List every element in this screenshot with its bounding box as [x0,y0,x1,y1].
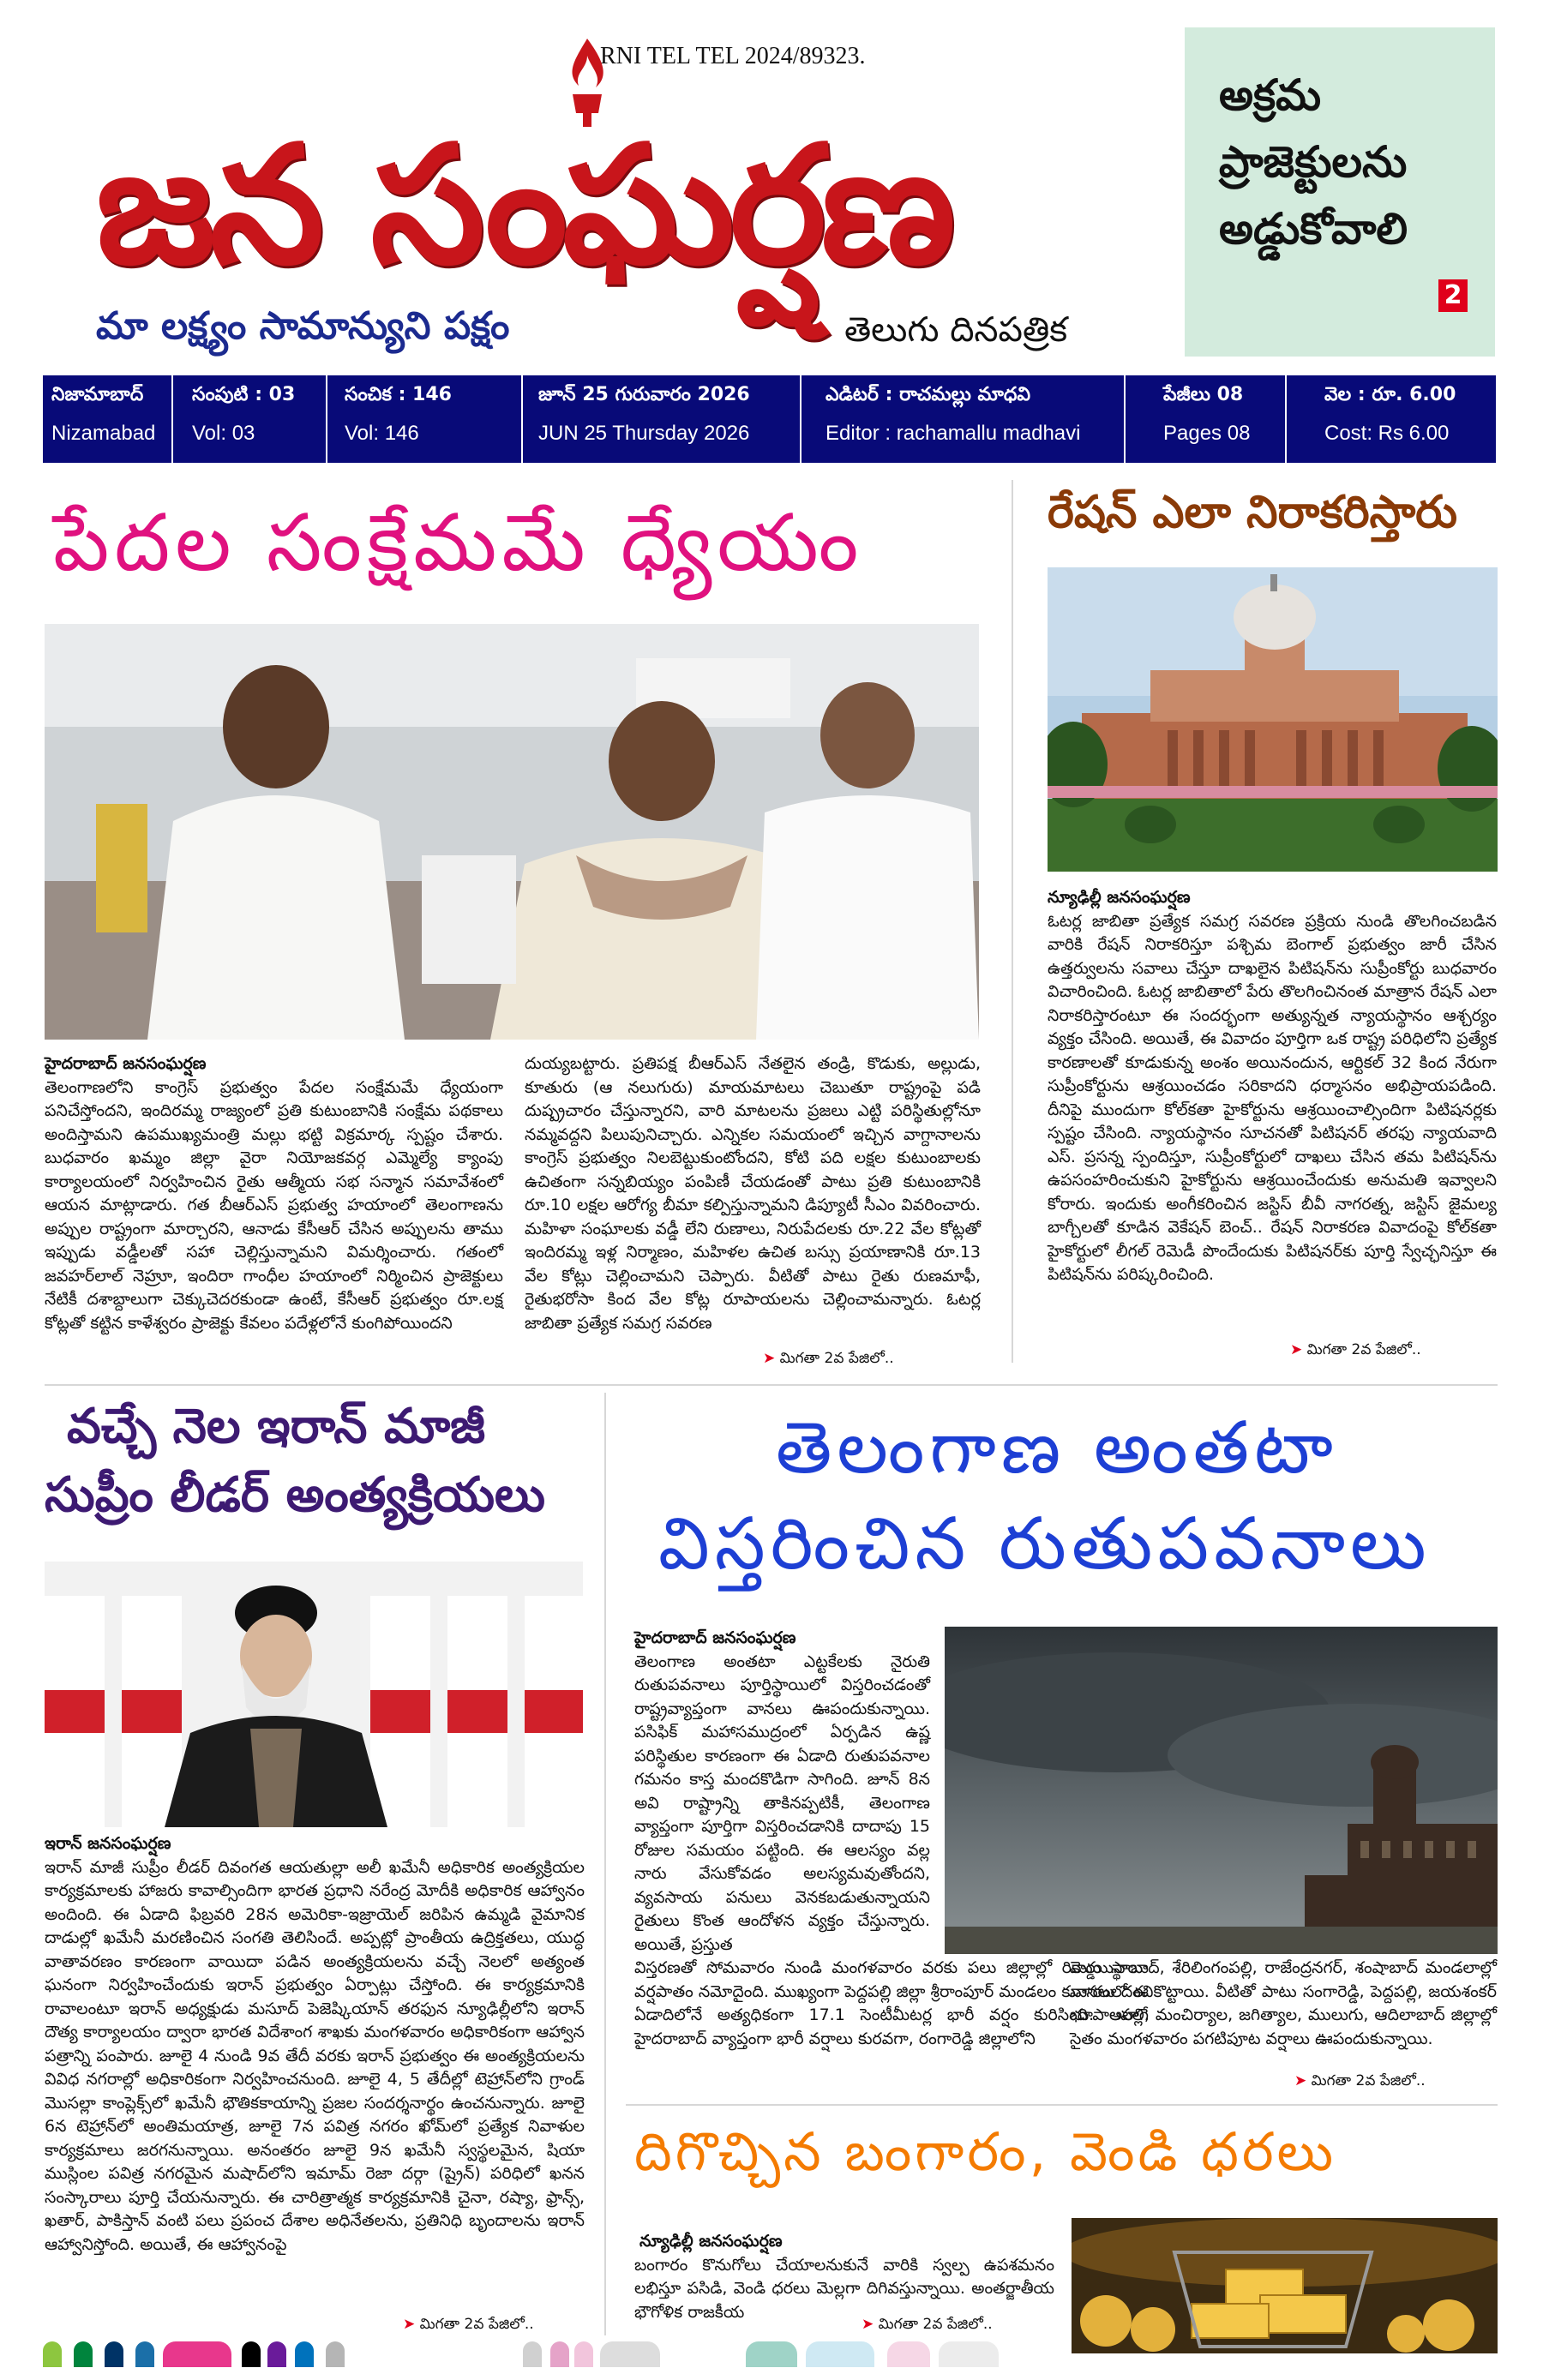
color-swatch [74,2341,93,2367]
gold-article [634,2230,1054,2324]
info-cell-pages [1126,375,1287,463]
monsoon-continued-text: మిగతా 2వ పేజిలో.. [1311,2072,1426,2089]
section-divider [45,1384,1498,1386]
lead-article-col2 [525,1052,981,1335]
color-swatch [43,2341,62,2367]
gold-continued[interactable] [862,2316,993,2336]
info-cell-date [523,375,802,463]
ration-headline[interactable]: రేషన్ ఎలా నిరాకరిస్తారు [1048,487,1458,538]
info-cell-issue [327,375,523,463]
monsoon-article-right [1070,1957,1497,2051]
color-swatch [135,2341,154,2367]
column-divider [1012,480,1013,1363]
color-swatch [550,2341,569,2367]
info-pages-en: Pages 08 [1163,422,1251,445]
continued-arrow-icon: ➤ [403,2316,416,2333]
lead-dateline: హైదరాబాద్ జనసంఘర్షణ [45,1054,207,1073]
khamenei-article [45,1832,585,2257]
newspaper-title: జన సంఘర్షణ [96,111,951,300]
info-editor-te: ఎడిటర్ : రాచమల్లు మాధవి [826,384,1031,405]
ration-dateline: న్యూఢిల్లీ జనసంఘర్షణ [1048,888,1191,907]
khamenei-headline-line1[interactable]: వచ్చే నెల ఇరాన్ మాజీ [67,1399,486,1454]
color-swatch [267,2341,286,2367]
monsoon-continued[interactable] [1294,2072,1426,2093]
promo-page-badge: 2 [1438,279,1468,312]
monsoon-article-top [634,1627,930,1957]
khamenei-headline-line2[interactable]: సుప్రీం లీడర్ అంత్యక్రియలు [45,1467,546,1523]
info-cell-price [1287,375,1496,463]
gold-dateline: న్యూఢిల్లీ జనసంఘర్షణ [639,2232,783,2251]
continued-arrow-icon: ➤ [1290,1341,1303,1358]
info-editor-en: Editor : rachamallu madhavi [826,422,1081,445]
lead-text-col2: దుయ్యబట్టారు. ప్రతిపక్ష బీఆర్ఎస్ నేతలైన తండ్రి, కొడుకు, అల్లుడు, కూతురు (ఆ నలుగురు) మాయమాటలు చెబుతూ రాష్ట్రంపై పడి దుష్ప్రచారం చేస్తున్నారని, వారి మాటలను ప్రజలు ఎట్టి పరిస్థితుల్లోనూ నమ్మవద్దని పిలుపునిచ్చారు. ఎన్నికల సమయంలో ఇచ్చిన వాగ్దానాలను కాంగ్రెస్ ప్రభుత్వం నిలబెట్టుకుంటోందని, కోటి పది లక్షల కుటుంబాలకు ఉచితంగా సన్నబియ్యం పంపిణీ చేయడంతో పాటు ప్రతి కుటుంబానికి రూ.10 లక్షల ఆరోగ్య బీమా కల్పిస్తున్నామని డిప్యూటీ సీఎం వివరించారు. మహిళా సంఘాలకు వడ్డీ లేని రుణాలు, నిరుపేదలకు రూ.22 వేల కోట్లతో ఇందిరమ్మ ఇళ్ల నిర్మాణం, మహిళల ఉచిత బస్సు ప్రయాణానికి రూ.13 వేల కోట్లు చెల్లించామని చెప్పారు. వీటితో పాటు రైతు రుణమాఫీ, రైతుభరోసా కింద వేల కోట్ల రూపాయలను చెల్లించామన్నారు. ఓటర్ల జాబితా ప్రత్యేక సమగ్ర సవరణ [525,1054,981,1333]
info-place-en: Nizamabad [51,422,156,445]
info-issue-te: సంచిక : 146 [345,384,452,405]
khamenei-photo [45,1562,583,1827]
paper-type-label: తెలుగు దినపత్రిక [844,310,1068,350]
khamenei-dateline: ఇరాన్ జనసంఘర్షణ [45,1834,171,1853]
info-issue-en: Vol: 146 [345,422,419,445]
info-cell-editor [802,375,1126,463]
continued-arrow-icon: ➤ [1294,2072,1307,2089]
lead-headline[interactable]: పేదల సంక్షేమమే ధ్యేయం [53,497,864,589]
color-swatch [326,2341,345,2367]
info-cell-place [43,375,173,463]
gold-text: బంగారం కొనుగోలు చేయాలనుకునే వారికి స్వల్ప ఉపశమనం లభిస్తూ పసిడి, వెండి ధరలు మెల్లగా దిగివస్తున్నాయి. అంతర్జాతీయ భౌగోళిక రాజకీయ [634,2255,1054,2322]
color-swatch [806,2341,874,2367]
khamenei-continued[interactable] [403,2316,534,2336]
color-swatch [600,2341,660,2367]
print-color-strip [43,2341,1496,2367]
monsoon-text-right: మొయినాబాద్, శేరిలింగంపల్లి, రాజేంద్రనగర్, శంషాబాద్ మండలాల్లో వానలు దంచికొట్టాయి. వీటితో పాటు సంగారెడ్డి, పెద్దపల్లి, జయశంకర్ భూపాలపల్లి, మంచిర్యాల, జగిత్యాల, ములుగు, ఆదిలాబాద్ జిల్లాల్లో సైతం మంగళవారం పగటిపూట వర్షాలు ఊపందుకున్నాయి. [1070,1958,1497,2048]
info-date-te: జూన్ 25 గురువారం 2026 [538,384,750,405]
color-swatch [939,2341,999,2367]
ration-continued-text: మిగతా 2వ పేజిలో.. [1306,1341,1421,1358]
gold-photo [1072,2218,1498,2353]
monsoon-text-top: తెలంగాణ అంతటా ఎట్టకేలకు నైరుతి రుతుపవనాలు పూర్తిస్థాయిలో విస్తరించడంతో రాష్ట్రవ్యాప్తంగా వానలు ఊపందుకున్నాయి. పసిఫిక్ మహాసముద్రంలో ఏర్పడిన ఉష్ణ పరిస్థితుల కారణంగా ఈ ఏడాది రుతుపవనాల గమనం కాస్త మందకొడిగా సాగింది. జూన్ 8న అవి రాష్ట్రాన్ని తాకినప్పటికీ, తెలంగాణ వ్యాప్తంగా పూర్తిగా విస్తరించడానికి దాదాపు 15 రోజుల సమయం పట్టింది. ఈ ఆలస్యం వల్ల నారు వేసుకోవడం అలస్యమవుతోందని, వ్యవసాయ పనులు వెనకబడుతున్నాయని రైతులు కొంత ఆందోళన వ్యక్తం చేస్తున్నారు. అయితే, ప్రస్తుత [634,1652,930,1954]
info-date-en: JUN 25 Thursday 2026 [538,422,750,445]
monsoon-headline-line1[interactable]: తెలంగాణ అంతటా [776,1406,1338,1490]
section-divider [626,2104,1498,2106]
column-divider [604,1393,606,2335]
newspaper-tagline: మా లక్ష్యం సామాన్యుని పక్షం [96,304,510,348]
color-swatch [163,2341,231,2367]
info-place-te: నిజామాబాద్ [51,384,144,405]
ration-article [1048,886,1497,1287]
monsoon-headline-line2[interactable]: విస్తరించిన రుతుపవనాలు [658,1502,1432,1586]
monsoon-text-full: విస్తరణతో సోమవారం నుండి మంగళవారం వరకు పలు జిల్లాల్లో రికార్డు స్థాయి వర్షపాతం నమోదైంది. ముఖ్యంగా పెద్దపల్లి జిల్లా శ్రీరాంపూర్ మండలం కునారంలో ఈ ఏడాదిలోనే అత్యధికంగా 17.1 సెంటీమీటర్ల భారీ వర్షం కురిసింది. అలాగే హైదరాబాద్ వ్యాప్తంగా భారీ వర్షాలు కురవగా, రంగారెడ్డి జిల్లాలోని [634,1958,1149,2048]
color-swatch [574,2341,593,2367]
color-swatch [746,2341,797,2367]
ration-text: ఓటర్ల జాబితా ప్రత్యేక సమగ్ర సవరణ ప్రక్రియ నుండి తొలగించబడిన వారికి రేషన్ నిరాకరిస్తూ పశ్చిమ బెంగాల్ ప్రభుత్వం జారీ చేసిన ఉత్తర్వులను సవాలు చేస్తూ దాఖలైన పిటిషన్‌ను సుప్రీంకోర్టు బుధవారం విచారించింది. ఓటర్ల జాబితాలో పేరు తొలగించినంత మాత్రాన రేషన్ ఎలా నిరాకరిస్తారంటూ ఈ సందర్భంగా అత్యున్నత న్యాయస్థానం ఆశ్చర్యం వ్యక్తం చేసింది. అయితే, ఈ వివాదం పూర్తిగా ఒక రాష్ట్ర పరిధిలోని ప్రత్యేక కారణాలతో కూడుకున్న అంశం అయినందున, ఆర్టికల్ 32 కింద నేరుగా సుప్రీంకోర్టును ఆశ్రయించడం సరికాదని ధర్మాసనం అభిప్రాయపడింది. దీనిపై ముందుగా కోల్‌కతా హైకోర్టును ఆశ్రయించాల్సిందిగా పిటిషనర్లకు స్పష్టం చేసింది. న్యాయస్థానం సూచనతో పిటిషనర్ తరఫు న్యాయవాది ఎస్. ప్రసన్న స్పందిస్తూ, సుప్రీంకోర్టులో దాఖలు చేసిన తమ పిటిషన్‌ను ఉపసంహరించుకుని హైకోర్టును ఆశ్రయించేందుకు అనుమతి ఇవ్వాలని కోరారు. ఇందుకు అంగీకరించిన జస్టిస్ బీవీ నాగరత్న, జస్టిస్ జైమల్య బాగ్చీలతో కూడిన వెకేషన్ బెంచ్.. రేషన్ నిరాకరణ వివాదంపై కోల్‌కతా హైకోర్టులో లీగల్ రెమెడీ పొందేందుకు పిటిషనర్‌కు పూర్తి స్వేచ్ఛనిస్తూ ఈ పిటిషన్‌ను పరిష్కరించింది. [1048,911,1497,1284]
gold-continued-text: మిగతా 2వ పేజిలో.. [878,2316,993,2333]
color-swatch [295,2341,314,2367]
registration-number: RNI TEL TEL 2024/89323. [600,43,866,69]
info-volume-en: Vol: 03 [192,422,255,445]
supreme-court-photo [1048,567,1498,872]
lead-photo [45,624,979,1040]
color-swatch [242,2341,261,2367]
khamenei-text: ఇరాన్ మాజీ సుప్రీం లీడర్ దివంగత ఆయతుల్లా అలీ ఖమేనీ అధికారిక అంత్యక్రియల కార్యక్రమాలకు హాజరు కావాల్సిందిగా భారత ప్రధాని నరేంద్ర మోదీకి అధికారిక ఆహ్వానం అందింది. ఈ ఏడాది ఫిబ్రవరి 28న అమెరికా-ఇజ్రాయెల్ జరిపిన ఉమ్మడి వైమానిక దాడుల్లో ఖమేనీ మరణించిన సంగతి తెలిసిందే. అప్పట్లో ప్రాంతీయ ఉద్రిక్తతలు, యుద్ధ వాతావరణం కారణంగా వాయిదా పడిన అంత్యక్రియలను వచ్చే నెలలో అత్యంత ఘనంగా నిర్వహించేందుకు ఇరాన్ ప్రభుత్వం ఏర్పాట్లు చేస్తోంది. ఈ కార్యక్రమానికి రావాలంటూ ఇరాన్ అధ్యక్షుడు మసూద్ పెజెష్కియాన్ తరఫున న్యూఢిల్లీలోని ఇరాన్ దౌత్య కార్యాలయం ద్వారా భారత విదేశాంగ శాఖకు మంగళవారం అధికారికంగా ఆహ్వాన పత్రాన్ని పంపారు. జూలై 4 నుండి 9వ తేదీ వరకు ఇరాన్ ప్రభుత్వం ఈ అంత్యక్రియలను వివిధ నగరాల్లో అధికారికంగా నిర్వహించనుంది. జూలై 4, 5 తేదీల్లో టెహ్రాన్‌లోని గ్రాండ్ మొసల్లా కాంప్లెక్స్‌లో ఖమేనీ భౌతికకాయాన్ని ప్రజల సందర్శనార్థం ఉంచనున్నారు. జూలై 6న టెహ్రాన్‌లో అంతిమయాత్ర, జూలై 7న పవిత్ర నగరం ఖోమ్‌లో ప్రత్యేక నివాళుల కార్యక్రమాలు జరగనున్నాయి. అనంతరం జూలై 9న ఖమేనీ స్వస్థలమైన, షియా ముస్లింల పవిత్ర నగరమైన మషాద్‌లోని ఇమామ్ రెజా దర్గా (ష్రైన్) పరిధిలో ఖనన సంస్కారాలు పూర్తి చేయనున్నారు. ఈ చారిత్రాత్మక కార్యక్రమానికి చైనా, రష్యా, ఫ్రాన్స్, ఖతార్, పాకిస్తాన్ వంటి పలు ప్రపంచ దేశాల అధినేతలను, ప్రతినిధి బృందాలను ఇరాన్ ఆహ్వానిస్తోంది. అయితే, ఈ ఆహ్వానంపై [45,1857,585,2254]
lead-continued-text: మిగతా 2వ పేజిలో.. [779,1350,894,1367]
lead-article [45,1052,503,1335]
info-cell-volume [173,375,327,463]
info-pages-te: పేజీలు 08 [1163,384,1244,405]
color-swatch [105,2341,123,2367]
lead-text-col1: తెలంగాణలోని కాంగ్రెస్ ప్రభుత్వం పేదల సంక్షేమమే ధ్యేయంగా పనిచేస్తోందని, ఇందిరమ్మ రాజ్యంలో ప్రతి కుటుంబానికి సంక్షేమ పథకాలు అందిస్తామని ఉపముఖ్యమంత్రి మల్లు భట్టి విక్రమార్క స్పష్టం చేశారు. బుధవారం ఖమ్మం జిల్లా వైరా నియోజకవర్గ ఎమ్మెల్యే క్యాంపు కార్యాలయంలో నిర్వహించిన రైతు ఆత్మీయ సభ సన్మాన సమావేశంలో ఆయన మాట్లాడారు. గత బీఆర్ఎస్ ప్రభుత్వ హయాంలో తెలంగాణను అప్పుల రాష్ట్రంగా మార్చారని, ఆనాడు కేసీఆర్ చేసిన అప్పులను తాము ఇప్పుడు వడ్డీలతో సహా చెల్లిస్తున్నామని విమర్శించారు. గతంలో జవహర్‌లాల్ నెహ్రూ, ఇందిరా గాంధీల హయాంలో నిర్మించిన ప్రాజెక్టులు నేటికీ దశాబ్దాలుగా చెక్కుచెదరకుండా ఉంటే, కేసీఆర్ ప్రభుత్వం రూ.లక్ష కోట్లతో కట్టిన కాళేశ్వరం ప్రాజెక్టు కేవలం పదేళ్లలోనే కుంగిపోయిందని [45,1077,503,1333]
info-volume-te: సంపుటి : 03 [192,384,296,405]
monsoon-photo [945,1627,1498,1954]
promo-box[interactable] [1185,27,1495,357]
promo-headline: అక్రమ ప్రాజెక్టులను అడ్డుకోవాలి [1219,70,1408,254]
info-price-te: వెల : రూ. 6.00 [1324,384,1456,405]
color-swatch [523,2341,542,2367]
continued-arrow-icon: ➤ [862,2316,874,2333]
monsoon-dateline: హైదరాబాద్ జనసంఘర్షణ [634,1628,796,1647]
color-swatch [887,2341,930,2367]
khamenei-continued-text: మిగతా 2వ పేజిలో.. [419,2316,534,2333]
gold-headline[interactable]: దిగొచ్చిన బంగారం, వెండి ధరలు [634,2120,1337,2183]
issue-info-bar [43,375,1496,463]
lead-continued[interactable] [763,1350,894,1370]
info-price-en: Cost: Rs 6.00 [1324,422,1450,445]
continued-arrow-icon: ➤ [763,1350,776,1367]
ration-continued[interactable] [1290,1341,1421,1362]
